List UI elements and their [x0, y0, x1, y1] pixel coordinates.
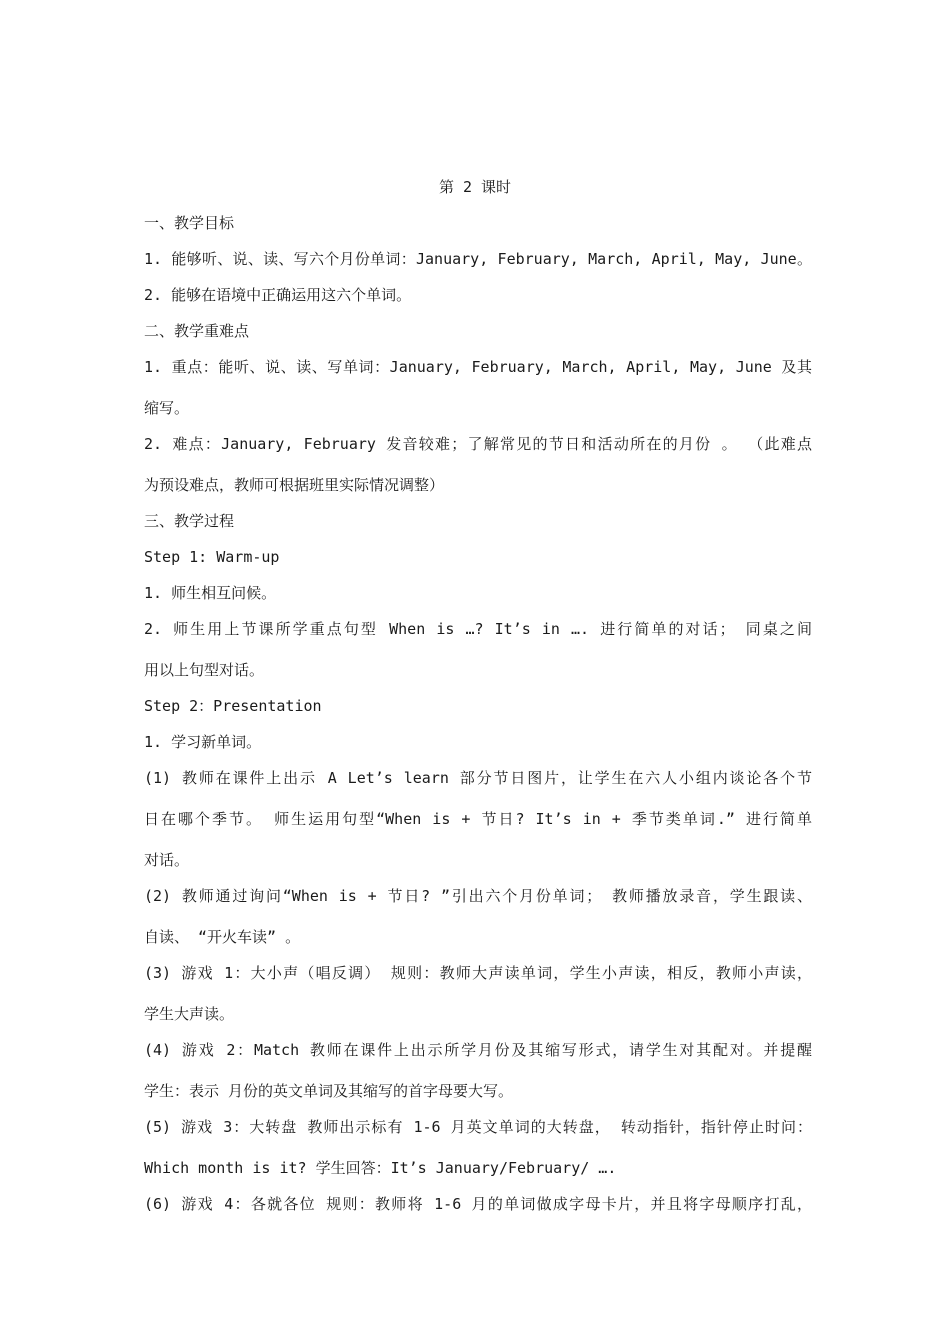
objective-2: 2. 能够在语境中正确运用这六个单词。 [144, 286, 412, 304]
key-point-line-1: 1. 重点：能听、说、读、写单词：January, February, March, April, May, June 及其 [144, 358, 812, 376]
heading-key-points: 二、教学重难点 [144, 322, 250, 340]
heading-objectives: 一、教学目标 [144, 214, 235, 232]
activity-3-line-1: (3) 游戏 1：大小声（唱反调） 规则：教师大声读单词，学生小声读，相反，教师小声读， [144, 964, 812, 982]
activity-4-line-1: (4) 游戏 2：Match 教师在课件上出示所学月份及其缩写形式，请学生对其配对。并提醒 [144, 1041, 812, 1059]
activity-1-line-1: (1) 教师在课件上出示 A Let’s learn 部分节日图片，让学生在六人小组内谈论各个节 [144, 769, 812, 787]
activity-2-line-1: (2) 教师通过询问“When is + 节日? ”引出六个月份单词； 教师播放录音，学生跟读、 [144, 887, 812, 905]
step-1-item-1: 1. 师生相互问候。 [144, 584, 277, 602]
lesson-title: 第 2 课时 [438, 178, 512, 196]
key-point-line-2: 缩写。 [144, 399, 190, 417]
step-2-heading: Step 2：Presentation [144, 697, 322, 715]
activity-4-line-2: 学生：表示 月份的英文单词及其缩写的首字母要大写。 [144, 1082, 514, 1100]
step-2-item-1: 1. 学习新单词。 [144, 733, 262, 751]
step-1-item-2-line-1: 2. 师生用上节课所学重点句型 When is …? It’s in …. 进行简单的对话； 同桌之间 [144, 620, 812, 638]
activity-1-line-2: 日在哪个季节。 师生运用句型“When is + 节日? It’s in + 季节类单词.” 进行简单 [144, 810, 812, 828]
difficulty-line-1: 2. 难点：January, February 发音较难；了解常见的节日和活动所在的月份 。 （此难点 [144, 435, 812, 453]
objective-1: 1. 能够听、说、读、写六个月份单词：January, February, March, April, May, June。 [144, 250, 812, 268]
difficulty-line-2: 为预设难点，教师可根据班里实际情况调整） [144, 476, 445, 494]
heading-process: 三、教学过程 [144, 512, 235, 530]
activity-5-line-1: (5) 游戏 3：大转盘 教师出示标有 1-6 月英文单词的大转盘， 转动指针，指针停止时问： [144, 1118, 812, 1136]
activity-3-line-2: 学生大声读。 [144, 1005, 235, 1023]
activity-6-line-1: (6) 游戏 4：各就各位 规则：教师将 1-6 月的单词做成字母卡片，并且将字母顺序打乱， [144, 1195, 812, 1213]
activity-5-line-2: Which month is it? 学生回答：It’s January/February/ …. [144, 1159, 617, 1177]
activity-2-line-2: 自读、 “开火车读” 。 [144, 928, 301, 946]
activity-1-line-3: 对话。 [144, 851, 190, 869]
step-1-item-2-line-2: 用以上句型对话。 [144, 661, 265, 679]
step-1-heading: Step 1: Warm-up [144, 548, 280, 566]
